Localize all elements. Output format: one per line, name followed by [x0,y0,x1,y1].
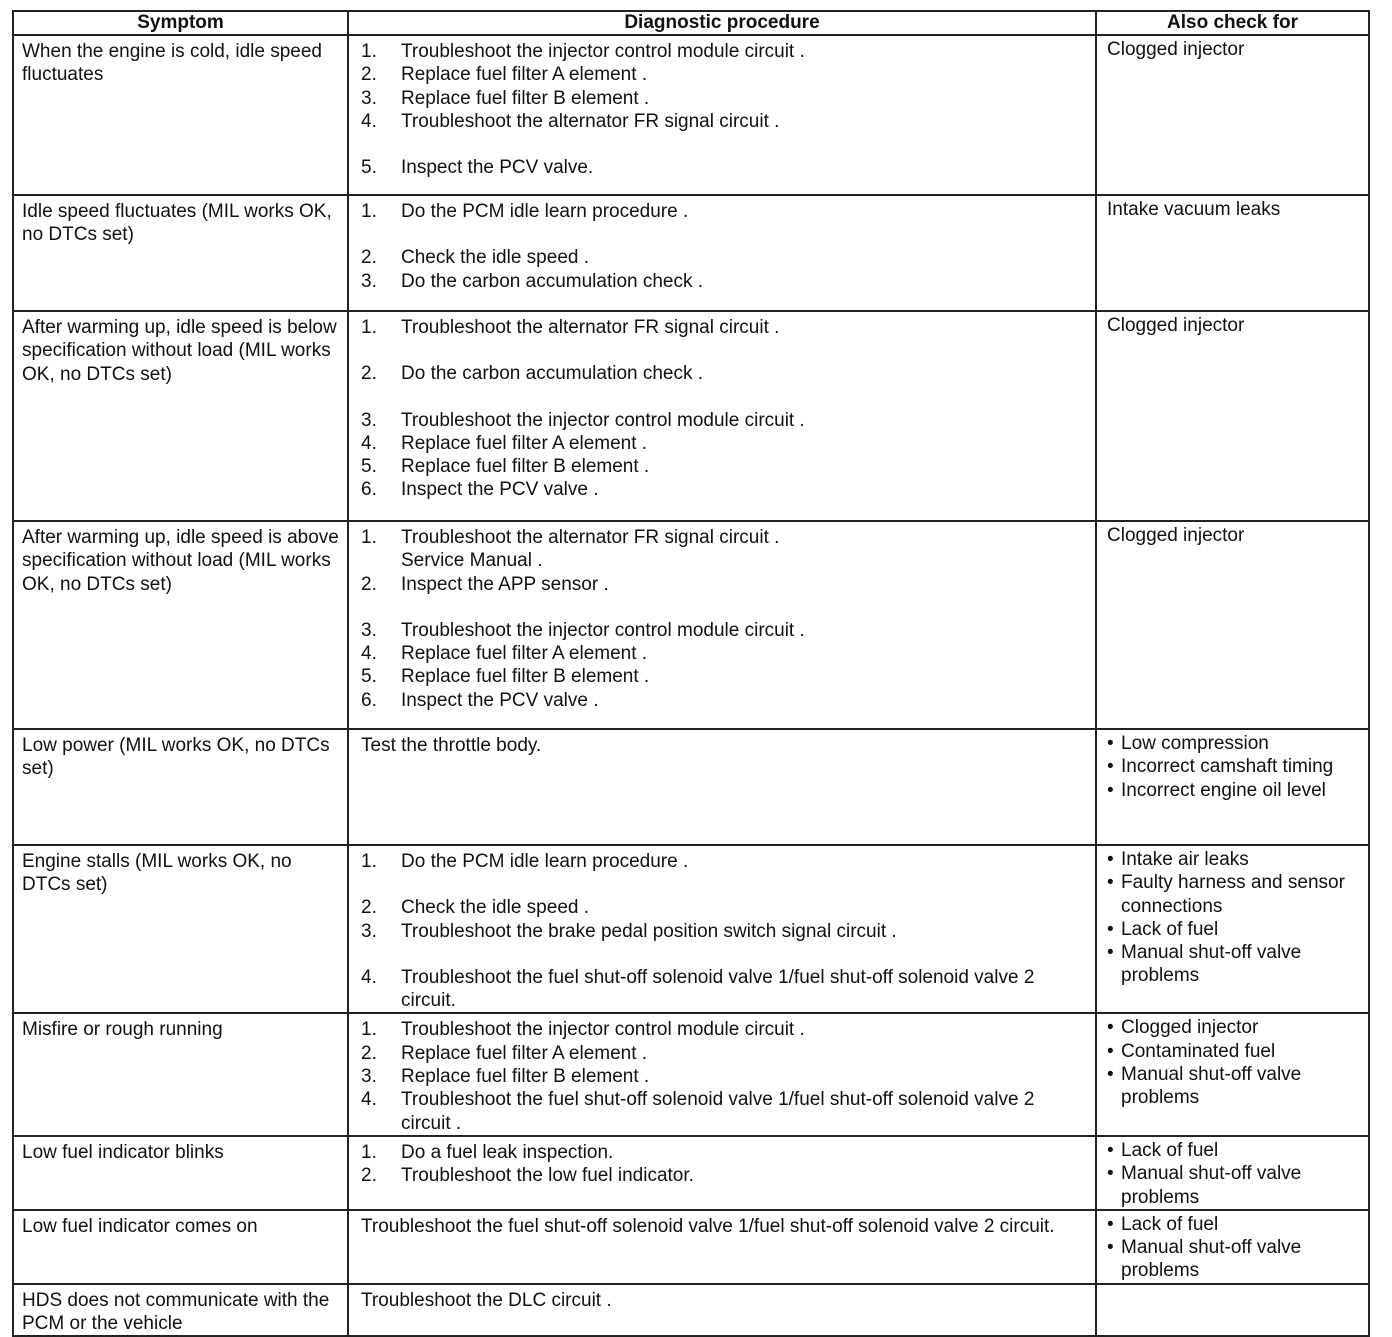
also-check-item: • Intake air leaks [1107,849,1249,870]
symptom-cell: When the engine is cold, idle speed fluctuates [13,35,348,195]
procedure-step: 2. Check the idle speed . [361,897,590,919]
also-check-list [1107,1213,1360,1283]
symptom-cell: Low power (MIL works OK, no DTCs set) [13,729,348,845]
also-check-item: • Lack of fuel [1107,918,1219,940]
also-check-item: • Manual shut-off valve problems [1107,1237,1302,1282]
procedure-steps [361,1141,1087,1188]
also-check-item: • Manual shut-off valve problems [1107,1064,1302,1109]
procedure-step: 6. Inspect the PCV valve . [361,689,599,711]
procedure-cell [348,195,1096,311]
also-check-item: • Faulty harness and sensor connections [1107,872,1345,917]
procedure-step: 4. Troubleshoot the alternator FR signal circuit . [361,110,780,132]
also-check-list [1107,1139,1360,1209]
header-also-check: Also check for [1096,11,1369,35]
procedure-step: 3. Replace fuel filter B element . [361,1066,650,1088]
procedure-text: Troubleshoot the DLC circuit . [361,1289,612,1311]
procedure-step: 2. Do the carbon accumulation check . [361,363,704,385]
procedure-cell [348,311,1096,521]
symptom-cell: Engine stalls (MIL works OK, no DTCs set) [13,845,348,1013]
also-check-cell: Clogged injector [1096,521,1369,729]
symptom-cell: Idle speed fluctuates (MIL works OK, no DTCs set) [13,195,348,311]
procedure-step: 3. Troubleshoot the brake pedal position switch signal circuit . [361,920,897,942]
procedure-step: 3. Do the carbon accumulation check . [361,270,704,292]
table-row [13,311,1369,521]
procedure-cell [348,35,1096,195]
table-row [13,1210,1369,1284]
procedure-step: 4. Troubleshoot the fuel shut-off solenoid valve 1/fuel shut-off solenoid valve 2 circuit. [361,966,1035,1012]
also-check-item: • Manual shut-off valve problems [1107,942,1302,987]
also-check-item: • Lack of fuel [1107,1139,1219,1161]
header-procedure: Diagnostic procedure [348,11,1096,35]
symptom-cell: Low fuel indicator blinks [13,1136,348,1210]
procedure-step: 4. Troubleshoot the fuel shut-off solenoid valve 1/fuel shut-off solenoid valve 2 circuit . [361,1089,1035,1134]
procedure-step: 1. Troubleshoot the injector control module circuit . [361,1019,805,1041]
table-row [13,845,1369,1013]
table-row [13,521,1369,729]
header-row [13,11,1369,35]
also-check-cell [1096,845,1369,1013]
symptom-cell: After warming up, idle speed is below specification without load (MIL works OK, no DTCs set) [13,311,348,521]
procedure-step: 4. Replace fuel filter A element . [361,643,648,665]
also-check-cell [1096,729,1369,845]
procedure-step: 5. Replace fuel filter B element . [361,666,650,688]
procedure-step: 1. Do the PCM idle learn procedure . [361,851,689,872]
table-row [13,1013,1369,1135]
procedure-steps [361,40,1087,179]
table-row [13,1136,1369,1210]
procedure-step: 2. Replace fuel filter A element . [361,64,648,86]
also-check-item: • Incorrect engine oil level [1107,779,1326,801]
also-check-cell [1096,1210,1369,1284]
also-check-item: • Incorrect camshaft timing [1107,756,1334,778]
also-check-item: • Manual shut-off valve problems [1107,1163,1302,1208]
also-check-list [1107,732,1360,802]
procedure-steps [361,200,1087,293]
also-check-cell [1096,1284,1369,1337]
procedure-cell [348,845,1096,1013]
also-check-list [1107,1016,1360,1109]
also-check-cell: Clogged injector [1096,311,1369,521]
procedure-cell [348,1284,1096,1337]
procedure-step: 4. Replace fuel filter A element . [361,432,648,454]
procedure-cell [348,1136,1096,1210]
procedure-step: 1. Troubleshoot the alternator FR signal circuit . [361,317,780,338]
table-row [13,195,1369,311]
also-check-item: • Clogged injector [1107,1017,1259,1039]
procedure-steps [361,316,1087,502]
also-check-cell [1096,1136,1369,1210]
procedure-step: 1. Troubleshoot the alternator FR signal circuit . Service Manual . [361,527,780,572]
procedure-step: 3. Troubleshoot the injector control module circuit . [361,619,805,641]
procedure-step: 2. Check the idle speed . [361,247,590,269]
procedure-step: 5. Replace fuel filter B element . [361,456,650,478]
procedure-step: 6. Inspect the PCV valve . [361,479,599,501]
also-check-item: • Low compression [1107,733,1269,754]
procedure-cell [348,521,1096,729]
also-check-cell [1096,1013,1369,1135]
diagnostic-table [12,10,1370,1337]
also-check-cell: Intake vacuum leaks [1096,195,1369,311]
also-check-list [1107,848,1360,988]
procedure-text: Troubleshoot the fuel shut-off solenoid valve 1/fuel shut-off solenoid valve 2 circuit. [361,1215,1055,1237]
procedure-cell [348,1210,1096,1284]
procedure-step: 2. Troubleshoot the low fuel indicator. [361,1165,694,1187]
procedure-step: 3. Replace fuel filter B element . [361,87,650,109]
procedure-steps [361,850,1087,1012]
also-check-cell: Clogged injector [1096,35,1369,195]
symptom-cell: HDS does not communicate with the PCM or the vehicle [13,1284,348,1337]
procedure-step: 3. Troubleshoot the injector control module circuit . [361,409,805,431]
procedure-text: Test the throttle body. [361,735,542,756]
also-check-item: • Contaminated fuel [1107,1040,1276,1062]
procedure-steps [361,526,1087,712]
procedure-steps [361,1018,1087,1134]
table-row [13,1284,1369,1337]
also-check-item: • Lack of fuel [1107,1213,1219,1235]
procedure-cell [348,729,1096,845]
procedure-step: 1. Do a fuel leak inspection. [361,1141,614,1163]
procedure-step: 5. Inspect the PCV valve. [361,157,594,179]
procedure-step: 1. Troubleshoot the injector control module circuit . [361,41,805,62]
symptom-cell: Misfire or rough running [13,1013,348,1135]
symptom-cell: After warming up, idle speed is above specification without load (MIL works OK, no DTCs set) [13,521,348,729]
symptom-cell: Low fuel indicator comes on [13,1210,348,1284]
procedure-step: 2. Inspect the APP sensor . [361,573,609,595]
procedure-step: 2. Replace fuel filter A element . [361,1042,648,1064]
procedure-cell [348,1013,1096,1135]
table-row [13,35,1369,195]
header-symptom: Symptom [13,11,348,35]
table-row [13,729,1369,845]
procedure-step: 1. Do the PCM idle learn procedure . [361,201,689,222]
